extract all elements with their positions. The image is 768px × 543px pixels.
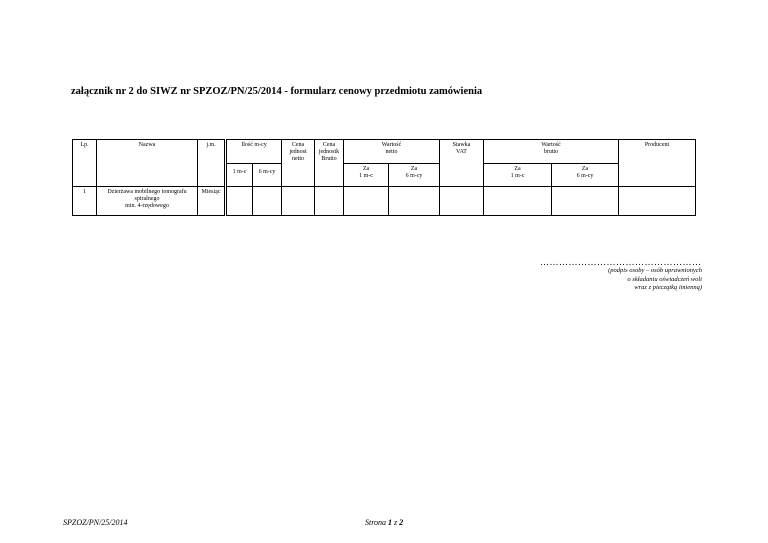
header-wartosc-netto-1mc: Za 1 m-c: [344, 164, 389, 187]
header-wartosc-brutto-1mc: Za 1 m-c: [484, 164, 552, 187]
cell-ilosc-6mcy[interactable]: [253, 187, 282, 216]
header-jm: j.m.: [198, 140, 226, 187]
cell-wartosc-netto-1mc[interactable]: [344, 187, 389, 216]
header-cena-netto: Cena jednost netto: [282, 140, 315, 187]
cell-producent[interactable]: [619, 187, 696, 216]
signature-caption: (podpis osoby – osób uprawnionych o składaniu oświadczeń woli wraz z pieczątką imienną): [608, 267, 702, 291]
cell-cena-brutto[interactable]: [315, 187, 344, 216]
form-title: załącznik nr 2 do SIWZ nr SPZOZ/PN/25/2014 - formularz cenowy przedmiotu zamówienia: [71, 86, 483, 97]
row-lp: 1: [73, 187, 97, 216]
price-form-table: [72, 139, 696, 216]
header-stawka-vat: Stawka VAT: [440, 140, 484, 187]
header-lp: Lp.: [73, 140, 97, 187]
cell-ilosc-1mc[interactable]: [226, 187, 253, 216]
page-number: Strona 1 z 2: [365, 518, 404, 527]
header-producent: Producent: [619, 140, 696, 187]
cell-cena-netto[interactable]: [282, 187, 315, 216]
row-nazwa: Dzierżawa mobilnego tomografu spiralnego min. 4-rzędowego: [97, 187, 198, 216]
header-cena-brutto: Cena jednostk Brutto: [315, 140, 344, 187]
cell-wartosc-netto-6mcy[interactable]: [389, 187, 440, 216]
header-ilosc-1mc: 1 m-c: [226, 164, 253, 187]
header-wartosc-brutto-6mcy: Za 6 m-cy: [552, 164, 619, 187]
header-ilosc: Ilość m-cy: [226, 140, 282, 164]
footer-reference: SPZOZ/PN/25/2014: [63, 518, 128, 527]
table-row: [73, 187, 696, 216]
header-nazwa: Nazwa: [97, 140, 198, 187]
row-jm: Miesiąc: [198, 187, 226, 216]
cell-stawka-vat[interactable]: [440, 187, 484, 216]
signature-line: ……………………………………………: [540, 257, 702, 267]
header-wartosc-brutto: Wartość brutto: [484, 140, 619, 164]
header-ilosc-6mcy: 6 m-cy: [253, 164, 282, 187]
cell-wartosc-brutto-6mcy[interactable]: [552, 187, 619, 216]
cell-wartosc-brutto-1mc[interactable]: [484, 187, 552, 216]
header-wartosc-netto-6mcy: Za 6 m-cy: [389, 164, 440, 187]
header-wartosc-netto: Wartość netto: [344, 140, 440, 164]
